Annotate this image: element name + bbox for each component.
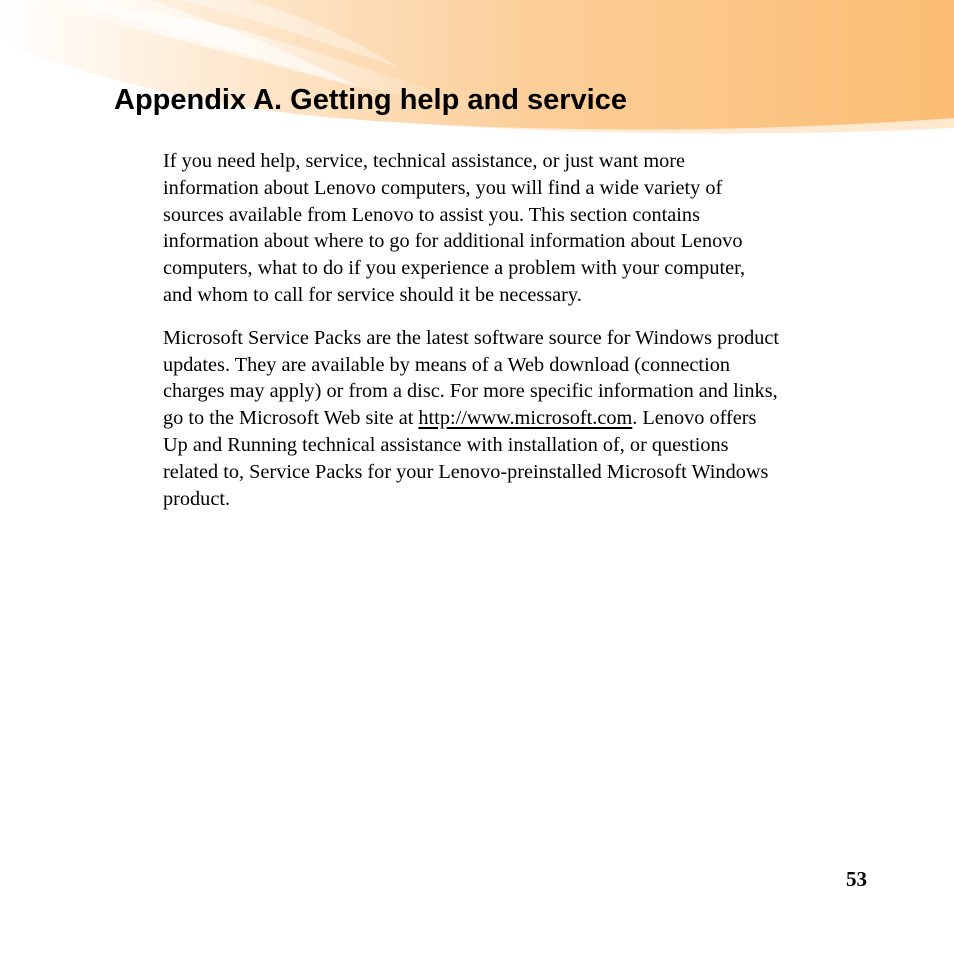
link-trail-text: . Lenovo offers — [632, 407, 757, 430]
microsoft-website-link[interactable]: http://www.microsoft.com — [418, 407, 633, 430]
text-line: computers, what to do if you experience a problem with your computer, — [163, 257, 746, 280]
text-line: and whom to call for service should it be necessary. — [163, 283, 582, 306]
text-line: If you need help, service, technical assistance, or just want more — [163, 150, 686, 172]
text-line: Microsoft Service Packs are the latest software source for Windows product — [163, 326, 780, 349]
text-line: sources available from Lenovo to assist you. This section contains — [163, 203, 700, 226]
paragraph-service-packs — [163, 325, 883, 513]
text-line-with-link — [163, 405, 883, 432]
text-line: Up and Running technical assistance with installation of, or questions — [163, 433, 729, 456]
page-number: 53 — [846, 867, 867, 891]
text-line: product. — [163, 487, 231, 510]
page-title: Appendix A. Getting help and service — [114, 84, 627, 116]
text-line: related to, Service Packs for your Lenovo-preinstalled Microsoft Windows — [163, 460, 769, 483]
body-text — [163, 148, 883, 528]
paragraph-intro — [163, 148, 883, 309]
text-line: updates. They are available by means of a Web download (connection — [163, 353, 730, 376]
text-line: information about where to go for additional information about Lenovo — [163, 230, 743, 253]
link-lead-text: go to the Microsoft Web site at — [163, 407, 419, 430]
text-line: information about Lenovo computers, you will find a wide variety of — [163, 176, 723, 199]
text-line: charges may apply) or from a disc. For more specific information and links, — [163, 380, 778, 403]
